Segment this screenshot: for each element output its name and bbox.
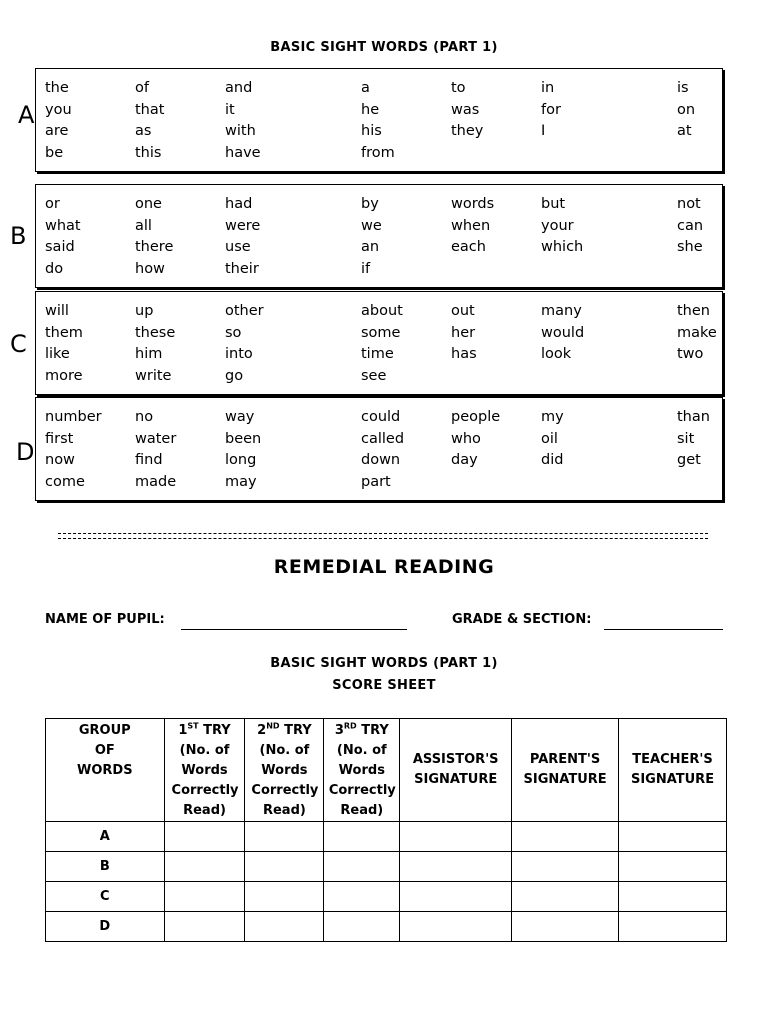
score-row-c: [46, 882, 727, 912]
try-1-num: 1: [178, 723, 188, 738]
sight-word: these: [135, 324, 176, 341]
sight-word: first: [45, 430, 74, 447]
sight-word: [677, 259, 723, 281]
try-2-num: 2: [257, 723, 267, 738]
try-2-detail: (No. of Words Correctly Read): [251, 743, 319, 818]
sight-word: their: [225, 260, 259, 277]
sight-word: them: [45, 324, 83, 341]
sight-word: made: [135, 473, 177, 490]
score-row-b: [46, 852, 727, 882]
group-letter-a: A: [18, 101, 35, 129]
group-letter-c: C: [10, 330, 27, 358]
sight-word: said: [45, 239, 75, 256]
sight-word: as: [135, 123, 152, 140]
score-entry-cell[interactable]: [324, 882, 400, 912]
sight-word: her: [451, 324, 476, 341]
sight-word: long: [225, 452, 257, 469]
sight-word: called: [361, 430, 405, 447]
sight-word: words: [451, 196, 495, 212]
try-3-header: [324, 719, 400, 822]
sight-word: your: [541, 217, 574, 234]
sight-word: way: [225, 409, 255, 425]
parent-signature-header: [512, 719, 619, 822]
sight-word: him: [135, 346, 163, 363]
sight-word: [541, 143, 677, 165]
score-entry-cell[interactable]: [619, 822, 727, 852]
sight-word: that: [135, 101, 165, 118]
sight-word: do: [45, 260, 64, 277]
grade-section-label: GRADE & SECTION:: [452, 612, 592, 627]
sight-word: make: [677, 324, 717, 341]
sight-word: is: [677, 80, 689, 96]
sight-word: but: [541, 196, 566, 212]
sight-word: for: [541, 101, 561, 118]
sight-word: how: [135, 260, 165, 277]
score-entry-cell[interactable]: [245, 852, 324, 882]
sight-word: down: [361, 452, 401, 469]
word-grid: [45, 78, 722, 171]
sight-word: look: [541, 346, 572, 363]
sight-word: would: [541, 324, 585, 341]
score-sheet-title-1: BASIC SIGHT WORDS (PART 1): [270, 656, 498, 671]
score-entry-cell[interactable]: [245, 822, 324, 852]
try-3-sup: RD: [343, 721, 357, 731]
score-sheet-table: [45, 718, 727, 942]
sight-word: when: [451, 217, 491, 234]
sight-word: [541, 472, 677, 494]
sight-word: go: [225, 367, 244, 384]
score-entry-cell[interactable]: [619, 882, 727, 912]
sight-word: been: [225, 430, 262, 447]
score-row-label: B: [46, 852, 165, 882]
sight-word: has: [451, 346, 477, 363]
sight-word: there: [135, 239, 174, 256]
try-1-sup: ST: [187, 721, 199, 731]
sight-word: than: [677, 409, 710, 425]
sight-word: use: [225, 239, 251, 256]
sight-word: like: [45, 346, 70, 363]
remedial-reading-title: REMEDIAL READING: [273, 556, 495, 578]
sight-word: an: [361, 239, 380, 256]
grade-section-line[interactable]: [604, 629, 723, 630]
sight-word: she: [677, 239, 703, 256]
teacher-signature-header: [619, 719, 727, 822]
sight-word: oil: [541, 430, 558, 447]
score-entry-cell[interactable]: [619, 912, 727, 942]
try-3-detail: (No. of Words Correctly Read): [328, 743, 396, 818]
sight-word: they: [451, 123, 484, 140]
sight-word: so: [225, 324, 242, 341]
sight-word: we: [361, 217, 382, 234]
assistor-signature-header: [400, 719, 512, 822]
pupil-name-label: NAME OF PUPIL:: [45, 612, 165, 627]
sight-word: if: [361, 260, 371, 277]
assistor-signature-label: ASSISTOR'S SIGNATURE: [412, 752, 499, 787]
sight-word: who: [451, 430, 481, 447]
word-group-box-d: [35, 397, 723, 501]
score-entry-cell[interactable]: [512, 822, 619, 852]
score-sheet-title-2: SCORE SHEET: [332, 678, 436, 693]
sight-word: be: [45, 144, 64, 161]
score-row-d: [46, 912, 727, 942]
sight-word: up: [135, 303, 154, 319]
score-entry-cell[interactable]: [164, 822, 245, 852]
sight-word: at: [677, 123, 692, 140]
try-2-sup: ND: [266, 721, 280, 731]
sight-word: from: [361, 144, 395, 161]
sight-word: [677, 143, 723, 165]
score-entry-cell[interactable]: [324, 822, 400, 852]
sight-word: [677, 366, 723, 388]
word-grid: [45, 407, 722, 500]
sight-word: sit: [677, 430, 695, 447]
sight-word: to: [451, 80, 466, 96]
score-entry-cell[interactable]: [400, 822, 512, 852]
sight-word: and: [225, 80, 253, 96]
sight-word: can: [677, 217, 704, 234]
sight-word: then: [677, 303, 710, 319]
word-group-box-c: [35, 291, 723, 395]
sight-word: one: [135, 196, 162, 212]
sight-word: other: [225, 303, 264, 319]
sight-word: he: [361, 101, 380, 118]
score-entry-cell[interactable]: [164, 852, 245, 882]
sight-word: with: [225, 123, 256, 140]
try-2-header: [245, 719, 324, 822]
sight-word: some: [361, 324, 401, 341]
try-3-label: TRY: [361, 723, 389, 738]
sight-word: out: [451, 303, 475, 319]
score-entry-cell[interactable]: [324, 852, 400, 882]
sight-word: no: [135, 409, 154, 425]
score-entry-cell[interactable]: [512, 852, 619, 882]
sight-word: day: [451, 452, 478, 469]
word-group-box-a: [35, 68, 723, 172]
sight-word: now: [45, 452, 75, 469]
try-1-header: [164, 719, 245, 822]
sight-word: get: [677, 452, 701, 469]
sight-word: all: [135, 217, 152, 234]
score-entry-cell[interactable]: [512, 912, 619, 942]
sight-word: write: [135, 367, 172, 384]
sight-word: two: [677, 346, 704, 363]
word-grid: [45, 194, 722, 287]
sight-word: will: [45, 303, 69, 319]
sight-word: his: [361, 123, 382, 140]
sight-word: [541, 366, 677, 388]
pupil-name-line[interactable]: [181, 629, 407, 630]
sight-word: it: [225, 101, 235, 118]
sight-word: water: [135, 430, 177, 447]
sight-word: number: [45, 409, 102, 425]
sight-word: on: [677, 101, 696, 118]
sight-word: by: [361, 196, 379, 212]
sight-word: [451, 472, 541, 494]
sight-word: see: [361, 367, 387, 384]
group-of-words-label: GROUP OF WORDS: [77, 723, 133, 778]
sight-word: I: [541, 123, 546, 140]
sight-word: find: [135, 452, 163, 469]
group-letter-d: D: [16, 438, 35, 466]
sight-word: were: [225, 217, 261, 234]
sight-word: [451, 259, 541, 281]
sight-word: [541, 259, 677, 281]
score-entry-cell[interactable]: [245, 912, 324, 942]
teacher-signature-label: TEACHER'S SIGNATURE: [630, 752, 715, 787]
sight-word: [677, 472, 723, 494]
dashed-divider: [58, 533, 708, 539]
sight-word: had: [225, 196, 253, 212]
sight-word: [451, 366, 541, 388]
score-entry-cell[interactable]: [245, 882, 324, 912]
score-entry-cell[interactable]: [619, 852, 727, 882]
sight-word: or: [45, 196, 60, 212]
try-1-detail: (No. of Words Correctly Read): [171, 743, 239, 818]
score-row-label: D: [46, 912, 165, 942]
sight-word: about: [361, 303, 403, 319]
sight-word: could: [361, 409, 401, 425]
sight-word: a: [361, 80, 370, 96]
sight-word: are: [45, 123, 69, 140]
sight-word: was: [451, 101, 480, 118]
sight-word: people: [451, 409, 501, 425]
sight-word: [451, 143, 541, 165]
sight-word: time: [361, 346, 394, 363]
sight-word: in: [541, 80, 555, 96]
sight-word: did: [541, 452, 564, 469]
sight-word: may: [225, 473, 257, 490]
score-entry-cell[interactable]: [400, 882, 512, 912]
score-table-header: [46, 719, 727, 822]
sight-word: not: [677, 196, 701, 212]
score-row-label: C: [46, 882, 165, 912]
sight-word: come: [45, 473, 85, 490]
word-group-box-b: [35, 184, 723, 288]
sight-word: what: [45, 217, 81, 234]
word-grid: [45, 301, 722, 394]
sight-word: you: [45, 101, 72, 118]
parent-signature-label: PARENT'S SIGNATURE: [523, 752, 607, 787]
sight-word: each: [451, 239, 486, 256]
try-2-label: TRY: [284, 723, 312, 738]
score-entry-cell[interactable]: [164, 912, 245, 942]
sight-word: the: [45, 80, 69, 96]
sight-word: my: [541, 409, 564, 425]
sight-word: of: [135, 80, 149, 96]
sight-word: part: [361, 473, 391, 490]
score-entry-cell[interactable]: [324, 912, 400, 942]
score-row-label: A: [46, 822, 165, 852]
sight-word: have: [225, 144, 261, 161]
score-entry-cell[interactable]: [400, 852, 512, 882]
score-row-a: [46, 822, 727, 852]
score-entry-cell[interactable]: [400, 912, 512, 942]
score-entry-cell[interactable]: [512, 882, 619, 912]
sight-word: into: [225, 346, 253, 363]
try-3-num: 3: [334, 723, 344, 738]
sight-word: many: [541, 303, 582, 319]
page-title: BASIC SIGHT WORDS (PART 1): [270, 40, 498, 55]
sight-word: this: [135, 144, 162, 161]
group-of-words-header: [46, 719, 165, 822]
try-1-label: TRY: [203, 723, 231, 738]
sight-word: which: [541, 239, 584, 256]
sight-word: more: [45, 367, 83, 384]
score-entry-cell[interactable]: [164, 882, 245, 912]
group-letter-b: B: [10, 222, 27, 250]
